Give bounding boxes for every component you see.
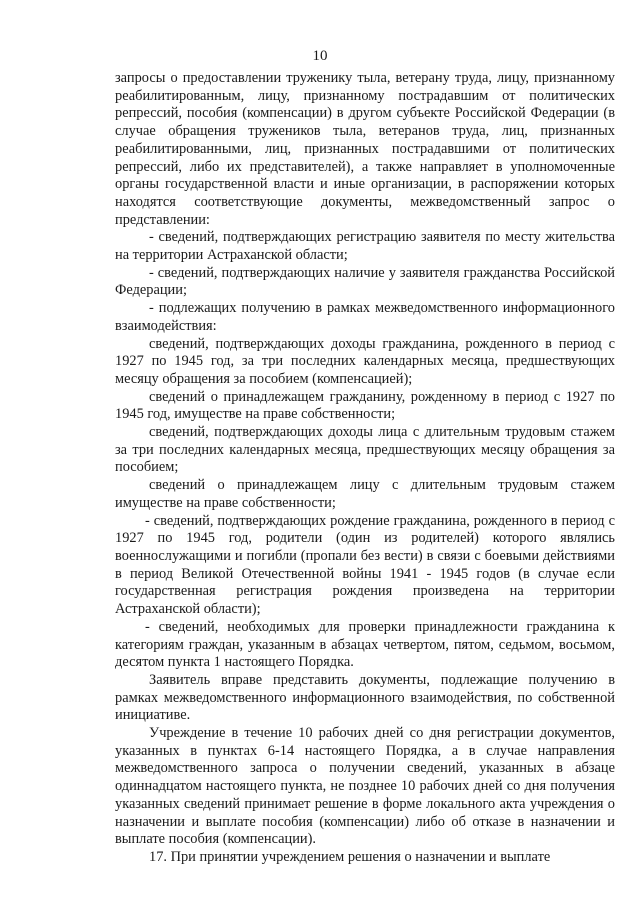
paragraph: сведений, подтверждающих доходы лица с длительным трудовым стажем за три последних календарных месяца, предшествующих месяцу обращения за пособием; [115, 424, 615, 476]
paragraph: сведений о принадлежащем гражданину, рожденному в период с 1927 по 1945 год, имуществе на праве собственности; [115, 388, 615, 423]
paragraph: - сведений, подтверждающих регистрацию заявителя по месту жительства на территории Астраханской области; [115, 229, 615, 264]
paragraph: сведений, подтверждающих доходы гражданина, рожденного в период с 1927 по 1945 год, за три последних календарных месяца, предшествующих месяцу обращения за пособием (компенсацией); [115, 335, 615, 387]
page-number: 10 [312, 48, 328, 64]
paragraph: Заявитель вправе представить документы, подлежащие получению в рамках межведомственного информационного взаимодействия, по собственной инициативе. [115, 671, 615, 724]
paragraph: запросы о предоставлении труженику тыла, ветерану труда, лицу, признанному реабилитированным, лицу, признанному пострадавшим от политических репрессий, пособия (компенсации) в другом субъекте Российской Федерации (в случае обращения тружеников тыла, ветеранов труда, лиц, признанных реабилитированными, лиц, признанных пострадавшими от политических репрессий, либо их представителей), а также направляет в уполномоченные органы государственной власти и иные организации, в распоряжении которых находятся соответствующие документы, межведомственный запрос о представлении: [115, 70, 615, 228]
document-body [115, 70, 615, 867]
paragraph: - сведений, подтверждающих рождение гражданина, рожденного в период с 1927 по 1945 год, родители (один из родителей) которого являлись военнослужащими и погибли (пропали без вести) в связи с боевыми действиями в период Великой Отечественной войны 1941 - 1945 годов (в случае если государственная регистрация рождения произведена на территории Астраханской области); [115, 512, 615, 618]
paragraph: Учреждение в течение 10 рабочих дней со дня регистрации документов, указанных в пунктах 6-14 настоящего Порядка, а в случае направления межведомственного запроса о получении сведений, указанных в абзаце одиннадцатом настоящего пункта, не позднее 10 рабочих дней со дня получения указанных сведений принимает решение в форме локального акта учреждения о назначении и выплате пособия (компенсации) либо об отказе в назначении и выплате пособия (компенсации). [115, 725, 615, 848]
paragraph: 17. При принятии учреждением решения о назначении и выплате [149, 848, 551, 865]
paragraph: - сведений, подтверждающих наличие у заявителя гражданства Российской Федерации; [115, 264, 615, 299]
paragraph: сведений о принадлежащем лицу с длительным трудовым стажем имуществе на праве собственности; [115, 477, 615, 511]
paragraph: - подлежащих получению в рамках межведомственного информационного взаимодействия: [115, 300, 615, 334]
paragraph: - сведений, необходимых для проверки принадлежности гражданина к категориям граждан, указанным в абзацах четвертом, пятом, седьмом, восьмом, десятом пункта 1 настоящего Порядка. [115, 618, 615, 671]
